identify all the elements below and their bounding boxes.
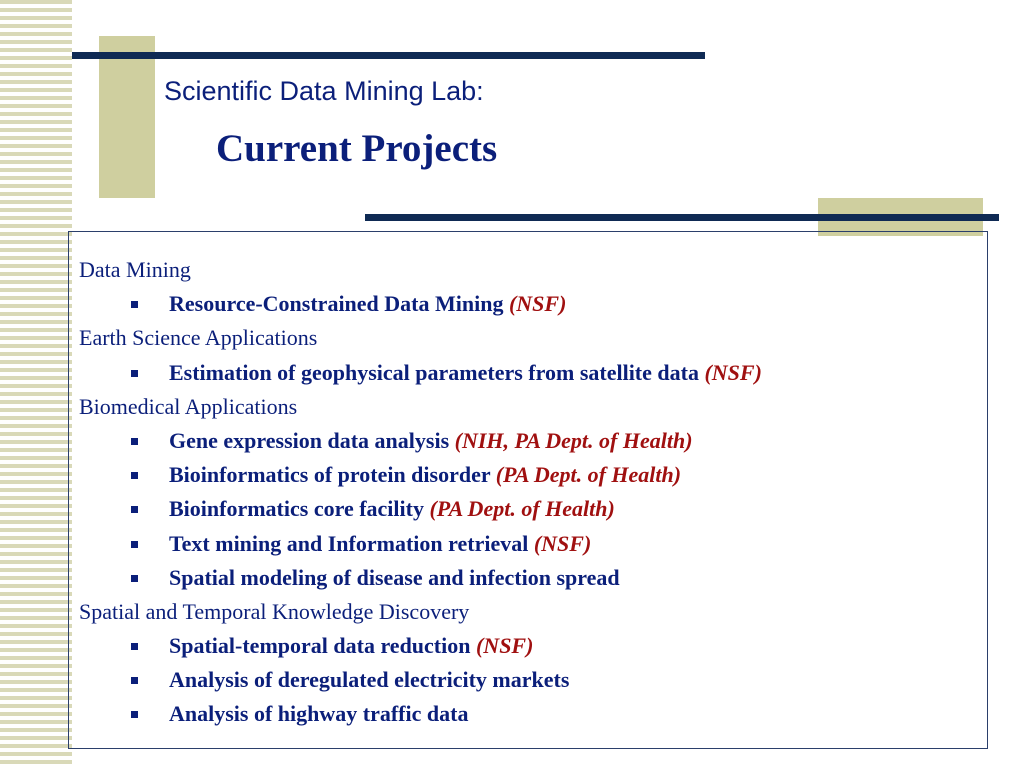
square-bullet-icon [131, 506, 138, 513]
slide-title-line2: Current Projects [216, 127, 498, 170]
project-title: Resource-Constrained Data Mining [169, 291, 504, 317]
navy-rule-middle [365, 214, 999, 221]
project-title: Spatial-temporal data reduction [169, 633, 471, 659]
project-item [79, 356, 977, 390]
project-title: Analysis of deregulated electricity markets [169, 667, 570, 693]
square-bullet-icon [131, 438, 138, 445]
striped-sidebar-decoration [0, 0, 72, 768]
project-item [79, 629, 977, 663]
project-title: Analysis of highway traffic data [169, 701, 469, 727]
project-item [79, 663, 977, 697]
project-item [79, 561, 977, 595]
project-item [79, 287, 977, 321]
square-bullet-icon [131, 541, 138, 548]
slide-title-line1: Scientific Data Mining Lab: [164, 76, 484, 106]
project-item [79, 697, 977, 731]
project-item [79, 492, 977, 526]
section-heading: Biomedical Applications [79, 393, 298, 419]
square-bullet-icon [131, 370, 138, 377]
square-bullet-icon [131, 301, 138, 308]
project-sponsor: (PA Dept. of Health) [429, 496, 615, 522]
square-bullet-icon [131, 677, 138, 684]
project-sponsor: (NSF) [533, 530, 592, 556]
project-item [79, 458, 977, 492]
section-heading: Data Mining [79, 257, 191, 282]
project-title: Spatial modeling of disease and infection spread [169, 564, 620, 590]
project-list [79, 253, 977, 732]
project-item [79, 527, 977, 561]
project-title: Bioinformatics of protein disorder [169, 462, 491, 488]
tan-block-decoration-top [99, 36, 155, 198]
square-bullet-icon [131, 711, 138, 718]
project-sponsor: (NSF) [508, 291, 567, 317]
square-bullet-icon [131, 643, 138, 650]
project-sponsor: (NIH, PA Dept. of Health) [454, 427, 693, 453]
content-box [68, 231, 988, 749]
square-bullet-icon [131, 575, 138, 582]
project-title: Estimation of geophysical parameters from satellite data [169, 359, 699, 385]
section-heading: Spatial and Temporal Knowledge Discovery [79, 598, 470, 624]
project-sponsor: (NSF) [704, 359, 762, 385]
project-title: Text mining and Information retrieval [169, 530, 529, 556]
square-bullet-icon [131, 472, 138, 479]
project-sponsor: (PA Dept. of Health) [495, 462, 682, 488]
project-title: Bioinformatics core facility [169, 496, 424, 522]
section-heading: Earth Science Applications [79, 325, 318, 351]
project-sponsor: (NSF) [475, 633, 534, 659]
project-item [79, 424, 977, 458]
project-title: Gene expression data analysis [169, 427, 450, 453]
navy-rule-top [72, 52, 705, 59]
